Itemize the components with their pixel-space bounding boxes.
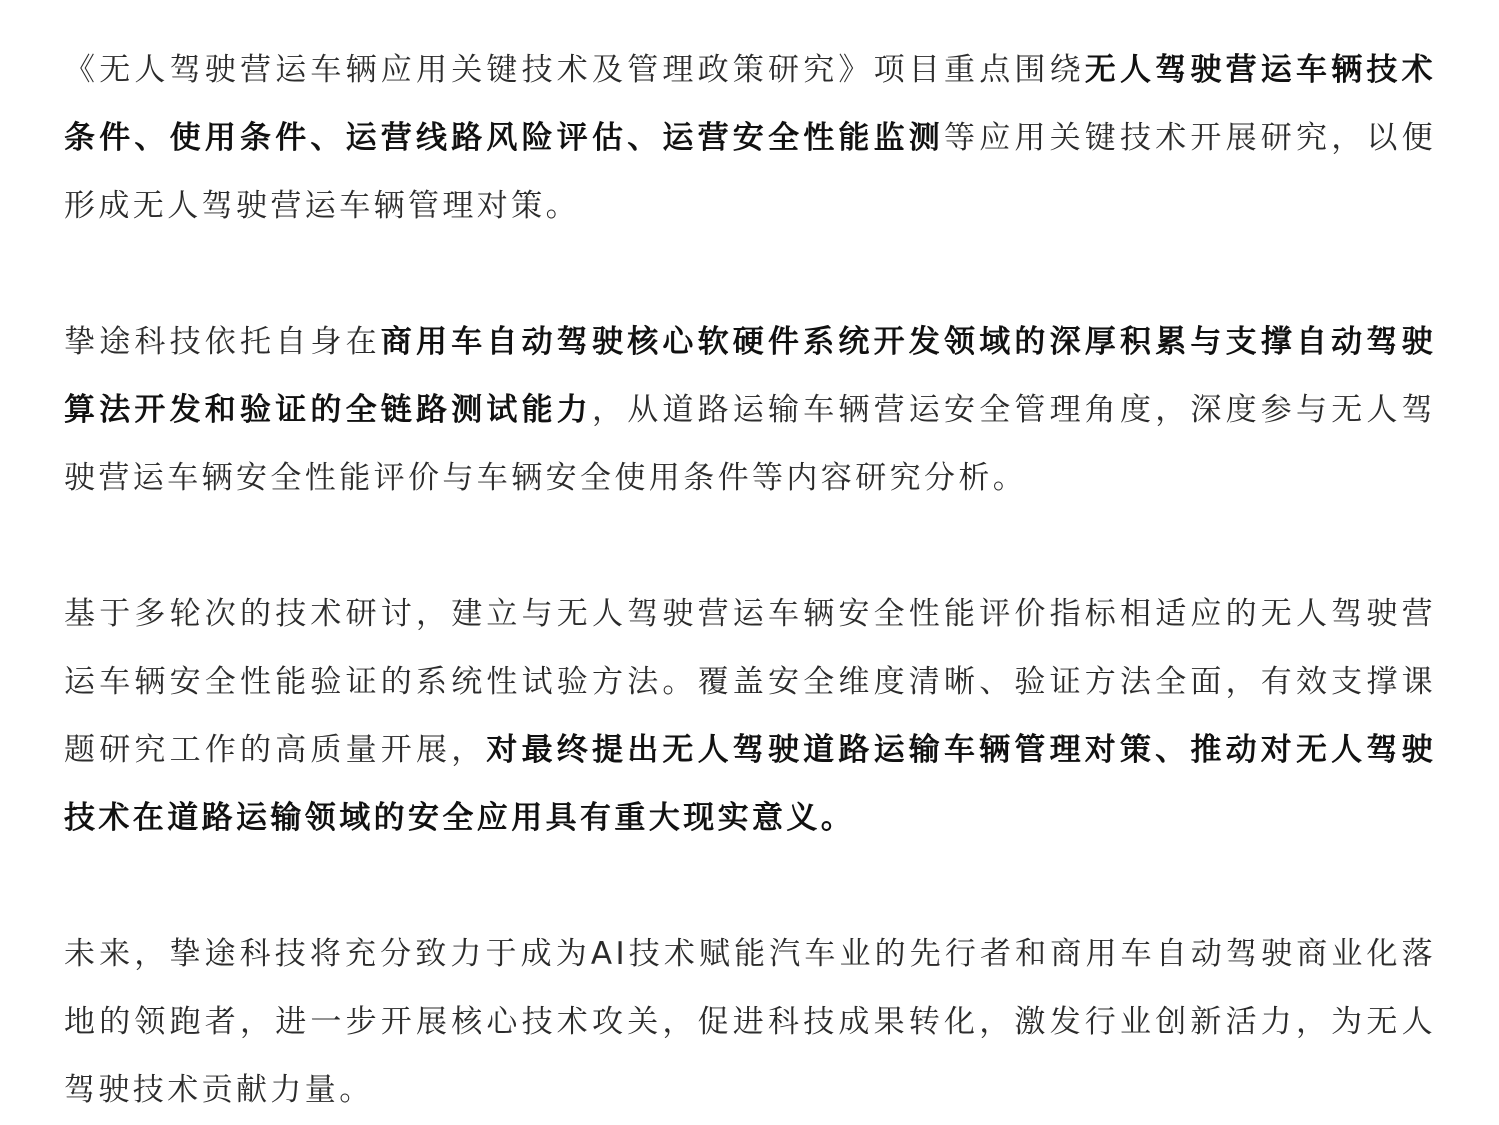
paragraph-test-method bbox=[64, 580, 1436, 852]
paragraph-future-outlook bbox=[64, 920, 1436, 1124]
bold-text-segment: 对最终提出无人驾驶道路运输车辆管理对策、推动对无人驾驶技术在道路运输领域的安全应用具有重大现实意义。 bbox=[64, 732, 1436, 836]
text-segment: 基于多轮次的技术研讨，建立与无人驾驶营运车辆安全性能评价指标相适应的无人驾驶营运车辆安全性能验证的系统性试验方法。覆盖安全维度清晰、验证方法全面，有效支撑课题研究工作的高质量开展， bbox=[64, 596, 1436, 768]
text-segment: 未来，挚途科技将充分致力于成为AI技术赋能汽车业的先行者和商用车自动驾驶商业化落地的领跑者，进一步开展核心技术攻关，促进科技成果转化，激发行业创新活力，为无人驾驶技术贡献力量。 bbox=[64, 936, 1436, 1108]
text-segment: 《无人驾驶营运车辆应用关键技术及管理政策研究》项目重点围绕 bbox=[64, 52, 1085, 88]
text-segment: 等应用关键技术开展研究，以便形成无人驾驶营运车辆管理对策。 bbox=[64, 120, 1436, 224]
paragraph-company-role bbox=[64, 308, 1436, 512]
paragraph-project-focus bbox=[64, 36, 1436, 240]
bold-text-segment: 无人驾驶营运车辆技术条件、使用条件、运营线路风险评估、运营安全性能监测 bbox=[64, 52, 1436, 156]
article-body bbox=[64, 36, 1436, 1124]
text-segment: ，从道路运输车辆营运安全管理角度，深度参与无人驾驶营运车辆安全性能评价与车辆安全使用条件等内容研究分析。 bbox=[64, 392, 1436, 496]
text-segment: 挚途科技依托自身在 bbox=[64, 324, 381, 360]
bold-text-segment: 商用车自动驾驶核心软硬件系统开发领域的深厚积累与支撑自动驾驶算法开发和验证的全链路测试能力 bbox=[64, 324, 1436, 428]
